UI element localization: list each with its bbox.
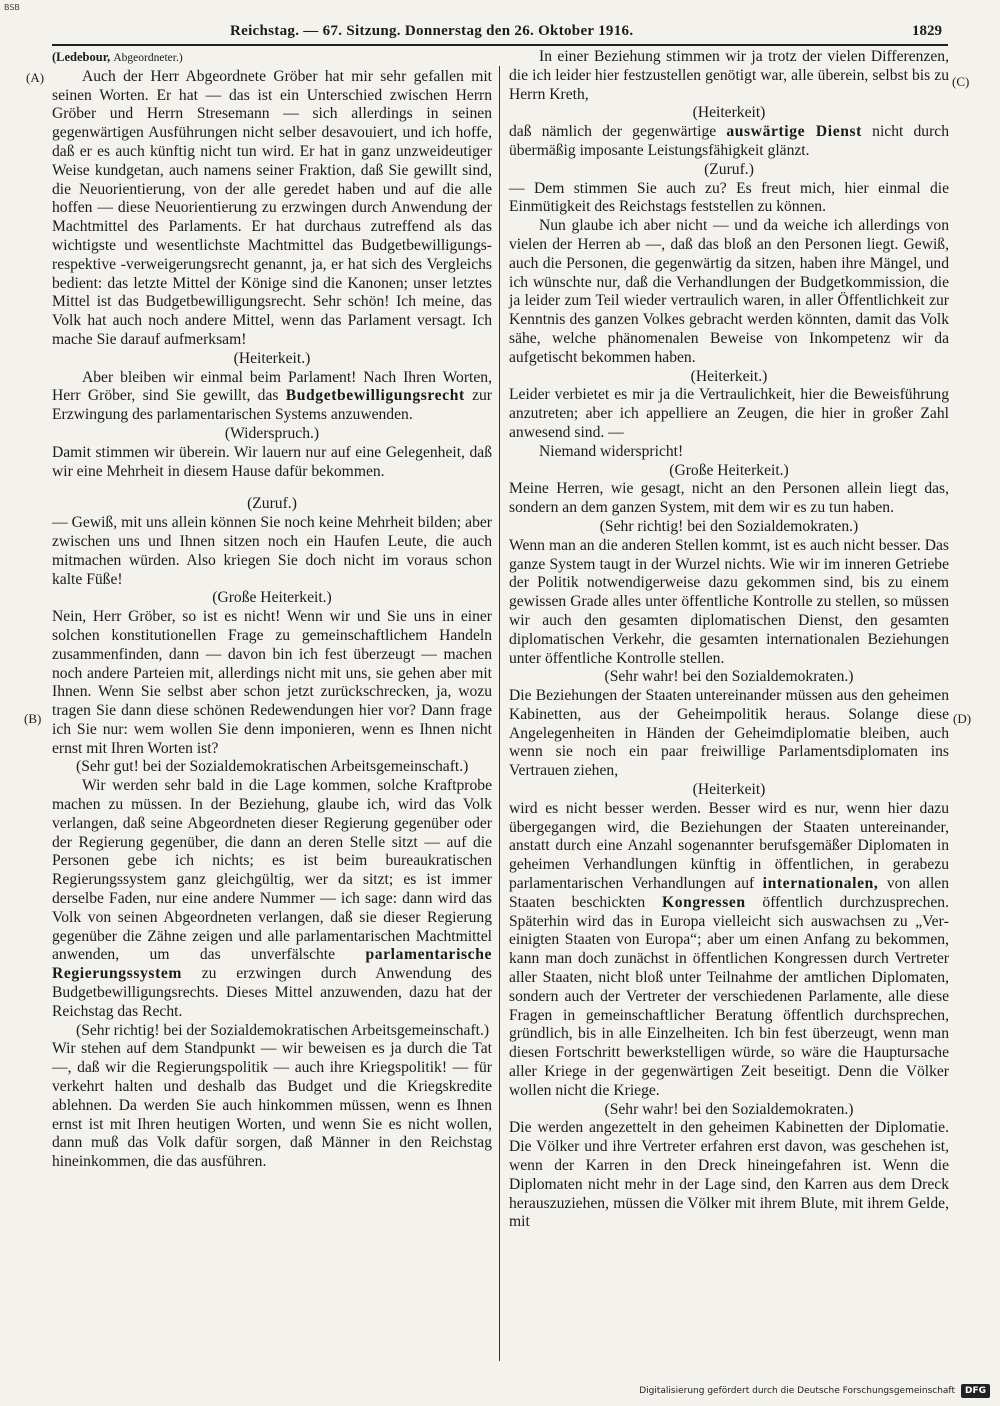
dfg-logo: DFG <box>961 1384 990 1398</box>
interjection: (Große Heiterkeit.) <box>212 589 332 607</box>
interjection: (Zuruf.) <box>704 160 754 178</box>
page-title: Reichstag. — 67. Sitzung. Donnerstag den 26. Oktober 1916. <box>230 23 634 39</box>
paragraph: — Dem stimmen Sie auch zu? Es freut mich, hier einmal die Einmütigkeit des Reichstags feststellen zu können. <box>509 179 949 216</box>
paragraph: Damit stimmen wir überein. Wir lauern nur auf eine Gelegenheit, daß wir eine Mehrheit in diesem Hause dafür bekommen. <box>52 443 492 480</box>
paragraph: Leider verbietet es mir ja die Vertraulichkeit, hier die Beweisführung anzutreten; aber ich appelliere an Zeugen, die hier in großer Zahl anwesend sind. — <box>509 386 949 441</box>
paragraph: In einer Beziehung stimmen wir ja trotz der vielen Differenzen, die ich leider hier festzustellen genötigt war, alle überein, selbst bis zu Herrn Kreth, <box>509 48 949 103</box>
speaker-name: (Ledebour, <box>52 50 111 64</box>
column-divider <box>499 66 500 1361</box>
interjection: (Widerspruch.) <box>224 424 320 442</box>
interjection: (Sehr wahr! bei den Sozialdemokraten.) <box>604 668 854 686</box>
interjection: (Sehr wahr! bei den Sozialdemokraten.) <box>604 1100 854 1118</box>
emphasis-term: internationalen, <box>762 875 879 893</box>
speaker-line <box>52 48 492 68</box>
page-header <box>52 20 948 44</box>
paragraph: Auch der Herr Abgeordnete Gröber hat mir sehr gefallen mit seinen Worten. Er hat — das ist ein Unterschied zwischen Herrn Gröber und Herrn Stresemann — sich allerdings in seinen gegenwärtigen Ausführungen nicht selber desavouiert, und ich hoffe, daß er es auch künftig nicht tun wird. Er hat in ganz unzweideutiger Weise kundgetan, auch namens seiner Fraktion, daß Sie gewillt sind, die Neuorientierung, von der alle geredet haben und auf die alle hoffen — diese Neuorientierung zu erzwingen durch Anwendung der Machtmittel des Parlaments. Er hat durchaus zutreffend als das wichtigste und wesentlichste Machtmittel das Budgetbewilligungs- respektive -verweigerungsrecht genannt, ja, er hat sich des Vergleichs bedient: das letzte Mittel der Könige sind die Kanonen; unser letztes Mittel ist das Budgetbewilligungsrecht. Sehr schön! Ich meine, das Volk hat auch noch andere Mittel, wenn das Parlament versagt. Ich mache Sie darauf aufmerksam! <box>52 67 492 348</box>
paragraph: Nun glaube ich aber nicht — und da weiche ich allerdings von vielen der Herren ab —, daß das bloß an den Personen liegt. Gewiß, auch die Personen, die gegenwärtig da sitzen, haben ihre Mängel, und ich wünschte nur, daß die Verhandlungen der Budgetkommission, die ja leider zum Teil wieder vertraulich waren, in aller Öffentlichkeit zur Kenntnis des ganzen Volkes gebracht werden könnten, damit das Volk sähe, welche phänomenalen Beweise von Inkompetenz wir da aufgetischt bekommen haben. <box>509 217 949 366</box>
footer-text: Digitalisierung gefördert durch die Deutsche Forschungsgemeinschaft <box>639 1386 955 1396</box>
interjection: (Zuruf.) <box>247 495 297 513</box>
interjection: (Heiterkeit) <box>692 781 766 799</box>
page-number: 1829 <box>912 23 942 39</box>
interjection: (Heiterkeit) <box>692 104 766 122</box>
interjection: (Große Heiterkeit.) <box>669 461 789 479</box>
paragraph: Niemand widerspricht! <box>539 442 684 460</box>
paragraph: Wir stehen auf dem Standpunkt — wir beweisen es ja durch die Tat —, daß wir die Regierungspolitik — auch ihre Kriegspolitik! — für verkehrt halten und deshalb das Budget und die Kriegskredite ablehnen. Da werden Sie auch hinkommen müssen, wenn es Ihnen ernst ist mit Ihren heutigen Worten, und wenn Sie es nicht wollen, dann muß das Volk dafür sorgen, daß Männer in den Reichstag hineinkommen, die das ausführen. <box>52 1040 492 1171</box>
emphasis-term: Budgetbewilligungsrecht <box>285 387 465 405</box>
paragraph: Nein, Herr Gröber, so ist es nicht! Wenn wir und Sie uns in einer solchen konstitutionellen Frage zu gemeinschaftlichem Handeln zusammenfinden, dann — davon bin ich fest überzeugt — machen noch andere Parteien mit, allerdings nicht mit uns, sie gehen aber mit Ihnen. Wenn Sie selbst aber schon jetzt zurückschrecken, ja, wozu tragen Sie dann diese schönen Redewendungen hier vor? Dann frage ich Sie nur: wem wollen Sie denn imponieren, wenn es Ihnen nicht ernst mit Ihren Worten ist? <box>52 608 492 757</box>
paragraph: Die werden angezettelt in den geheimen Kabinetten der Diplomatie. Die Völker und ihre Vertreter erfahren erst davon, was geschehen ist, wenn der Karren in den Dreck hineingefahren ist. Wenn die Diplomaten nicht mehr in der Lage sind, den Karren aus dem Dreck herauszuziehen, müssen die Völker mit ihrem Blute, mit ihrem Gelde, mit <box>509 1119 949 1231</box>
margin-marker-d: (D) <box>953 711 972 726</box>
left-column <box>52 48 492 1172</box>
interjection: (Sehr richtig! bei den Sozialdemokraten.) <box>599 517 859 535</box>
paragraph: Wenn man an die anderen Stellen kommt, ist es auch nicht besser. Das ganze System taugt in der Wurzel nichts. Wie wir im inneren Getriebe der Politik notwendigerweise dazu gekommen sind, bis zu einem gewissen Grade alles unter öffentliche Kontrolle zu stellen, so müssen wir auch den gesamten diplomatischen Dienst, den gesamten diplomatischen Verkehr, die gesamten internationalen Beziehungen unter öffentliche Kontrolle stellen. <box>509 536 949 667</box>
emphasis-term: Kongressen <box>661 893 746 911</box>
right-column <box>509 48 949 1232</box>
paragraph: wird es nicht besser werden. Besser wird es nur, wenn hier dazu übergegangen wird, die Beziehungen der Staaten untereinander, anstatt durch eine Anzahl sogenannter berufsgemäßer Diplomaten in geheimen Verhandlungen künftig in öffentlichen, in gerabezu parlamentarischen Verhandlungen auf internationalen, von allen Staaten beschickten Kongressen öffentlich durchzusprechen. Späterhin wird das in Europa vielleicht sich auswachsen zu „Vereinigten Staaten von Europa“; aber um einen Anfang zu bekommen, kann man doch zunächst in öffentlichen Kongressen durch Vertreter aller Staaten, nicht bloß unter Teilnahme der amtlichen Diplomaten, sondern auch der Vertreter der verschiedenen Parlamente, alle diese Fragen in gemeinschaftlicher Beratung öffentlich durchsprechen, gründlich, bis in alle Einzelheiten. Ich bin fest überzeugt, wenn man diesen Fortschritt bewerkstelligen würde, so wäre die Hauptursache aller Kriege in der gegenwärtigen Zeit beseitigt. Denn die Völker wollen nicht die Kriege. <box>509 799 949 1099</box>
footer <box>639 1384 990 1398</box>
paragraph: Die Beziehungen der Staaten untereinander müssen aus den geheimen Kabinetten, aus der Geheimpolitik heraus. Solange diese Angelegenheiten in Händen der Geheimdiplomatie bleiben, auch wenn sie noch ein paar freiwillige Parlamentsdiplomaten ins Vertrauen ziehen, <box>509 687 949 780</box>
speaker-role: Abgeordneter.) <box>113 52 183 64</box>
interjection: (Heiterkeit.) <box>233 349 311 367</box>
paragraph: Aber bleiben wir einmal beim Parlament! Nach Ihren Worten, Herr Gröber, sind Sie gewillt, das Budgetbewilligungsrecht zur Erzwingung des parlamentarischen Systems anzuwenden. <box>52 368 492 424</box>
paragraph: Meine Herren, wie gesagt, nicht an den Personen allein liegt das, sondern an dem ganzen System, mit dem wir es zu tun haben. <box>509 480 949 517</box>
header-rule <box>52 44 948 46</box>
emphasis-term: auswärtige Dienst <box>726 123 862 141</box>
library-corner-label: BSB <box>4 3 20 12</box>
interjection: (Sehr richtig! bei der Sozialdemokratischen Arbeitsgemeinschaft.) <box>76 1021 490 1039</box>
margin-marker-a: (A) <box>26 70 45 85</box>
interjection: (Sehr gut! bei der Sozialdemokratischen Arbeitsgemeinschaft.) <box>76 758 469 776</box>
interjection: (Heiterkeit.) <box>690 367 768 385</box>
margin-marker-b: (B) <box>24 711 42 726</box>
paragraph: daß nämlich der gegenwärtige auswärtige Dienst nicht durch übermäßig imposante Leistungsfähigkeit glänzt. <box>509 123 950 159</box>
paragraph: — Gewiß, mit uns allein können Sie noch keine Mehrheit bilden; aber zwischen uns und Ihnen sitzen noch ein Haufen Leute, die auch mitmachen würden. Also kriegen Sie doch nicht im voraus schon kalte Füße! <box>52 514 492 588</box>
paragraph: Wir werden sehr bald in die Lage kommen, solche Kraftprobe machen zu müssen. In der Beziehung, glaube ich, wird das Volk verlangen, daß seine Abgeordneten dieser Regierung gegenüber oder der Regierung gegenüber, die dann an deren Stelle sitzt — auf die Personen gebe ich nichts; es ist beim bureaukratischen Regierungssystem ganz gleichgültig, wer da sitzt; es ist immer derselbe Faden, nur eine andere Nummer — ich sage: dann wird das Volk von seinen Abgeordneten verlangen, daß sie dieser Regierung gegenüber die Zähne zeigen und alle parlamentarischen Machtmittel anwenden, um das unverfälschte parlamentarische Regierungssystem zu erzwingen durch Anwendung des Budgetbewilligungsrechts. Dieses Mittel anzuwenden, dazu hat der Reichstag das Recht. <box>52 777 492 1020</box>
emphasis-term: parlamentarische Regierungssystem <box>52 946 492 983</box>
margin-marker-c: (C) <box>952 74 970 89</box>
